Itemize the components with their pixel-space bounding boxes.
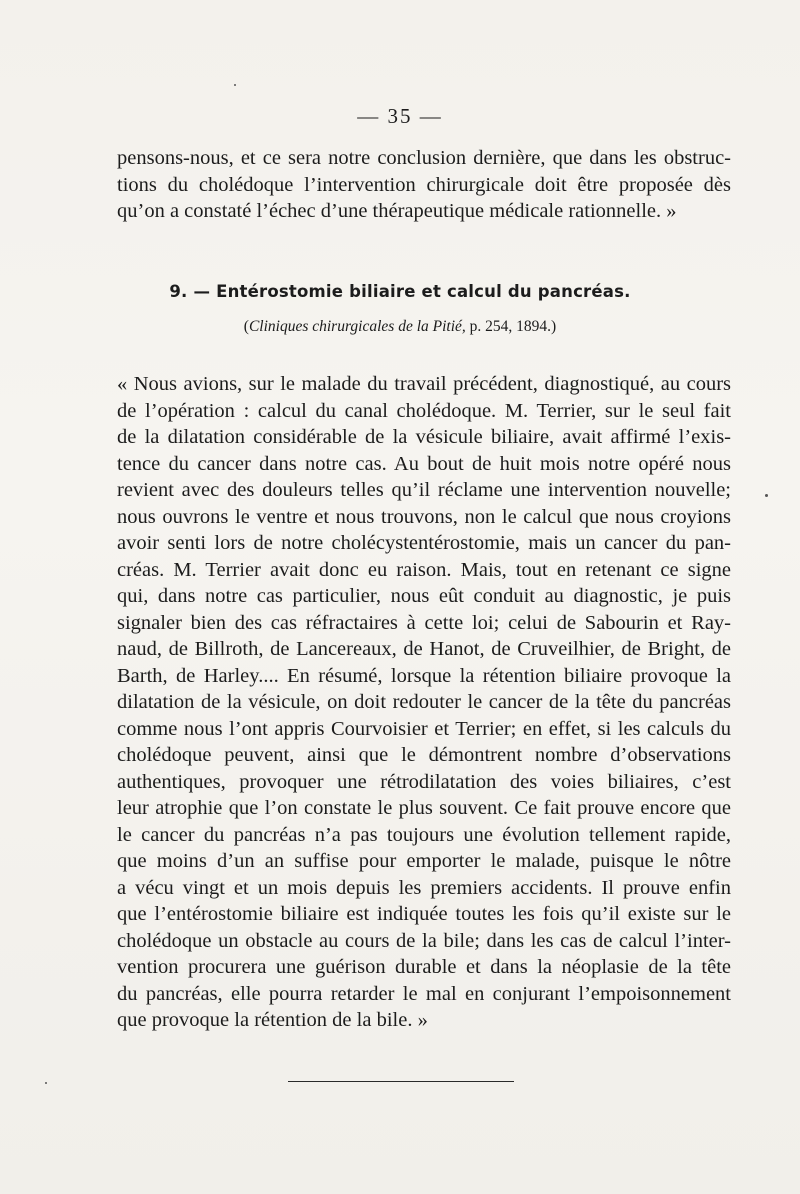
intro-paragraph (117, 145, 731, 225)
text-line: que l’entérostomie biliaire est indiquée toutes les fois qu’il existe sur le (117, 903, 731, 925)
text-line: qui, dans notre cas particulier, nous eût conduit au diagnostic, je puis (117, 585, 731, 607)
text-line: comme nous l’ont appris Courvoisier et Terrier; en effet, si les calculs du (117, 717, 731, 740)
text-line: leur atrophie que l’on constate le plus souvent. Ce fait prouve encore que (117, 797, 731, 819)
text-line: nous ouvrons le ventre et nous trouvons, non le calcul que nous croyions (117, 505, 731, 528)
body-paragraph (117, 371, 731, 1034)
text-line: tions du cholédoque l’intervention chirurgicale doit être proposée dès (117, 173, 731, 196)
section-title: 9. — Entérostomie biliaire et calcul du pancréas. (169, 282, 631, 301)
text-line: cholédoque peuvent, ainsi que le démontrent nombre d’observations (117, 744, 731, 766)
text-line: revient avec des douleurs telles qu’il réclame une intervention nouvelle; (117, 479, 731, 501)
page-number: — 35 — (357, 104, 443, 128)
text-line: « Nous avions, sur le malade du travail précédent, diagnostiqué, au cours (117, 373, 731, 395)
text-line: naud, de Billroth, de Lancereaux, de Hanot, de Cruveilhier, de Bright, de (117, 638, 731, 660)
text-line: authentiques, provoquer une rétrodilatation des voies biliaires, c’est (117, 770, 731, 793)
citation (0, 318, 800, 336)
text-line: de la dilatation considérable de la vésicule biliaire, avait affirmé l’exis- (117, 426, 731, 448)
text-line: que provoque la rétention de la bile. » (117, 1009, 428, 1031)
text-line: tence du cancer dans notre cas. Au bout de huit mois notre opéré nous (117, 452, 731, 475)
text-line: signaler bien des cas réfractaires à cette loi; celui de Sabourin et Ray- (117, 611, 731, 634)
citation-source: Cliniques chirurgicales de la Pitié, (248, 318, 466, 335)
citation-open: ( (243, 318, 249, 335)
text-line: a vécu vingt et un mois depuis les premiers accidents. Il prouve enfin (117, 876, 731, 899)
citation-reference: p. 254, 1894.) (465, 318, 557, 335)
paper-speck (765, 494, 768, 497)
text-line: pensons-nous, et ce sera notre conclusion dernière, que dans les obstruc- (117, 147, 731, 169)
text-line: créas. M. Terrier avait donc eu raison. Mais, tout en retenant ce signe (117, 558, 731, 581)
text-line: avoir senti lors de notre cholécystentérostomie, mais un cancer du pan- (117, 532, 731, 554)
paper-speck (45, 1082, 47, 1084)
text-line: cholédoque un obstacle au cours de la bile; dans les cas de calcul l’inter- (117, 929, 731, 952)
closing-rule (288, 1081, 514, 1082)
text-line: du pancréas, elle pourra retarder le mal en conjurant l’empoisonnement (117, 982, 731, 1005)
text-line: qu’on a constaté l’échec d’une thérapeutique médicale rationnelle. » (117, 200, 677, 222)
text-line: que moins d’un an suffise pour emporter le malade, puisque le nôtre (117, 850, 731, 872)
text-line: dilatation de la vésicule, on doit redouter le cancer de la tête du pancréas (117, 691, 731, 713)
text-line: de l’opération : calcul du canal cholédoque. M. Terrier, sur le seul fait (117, 399, 731, 422)
text-line: Barth, de Harley.... En résumé, lorsque la rétention biliaire provoque la (117, 664, 731, 687)
text-line: le cancer du pancréas n’a pas toujours une évolution tellement rapide, (117, 823, 731, 846)
text-line: vention procurera une guérison durable et dans la néoplasie de la tête (117, 956, 731, 978)
paper-speck (234, 84, 236, 86)
